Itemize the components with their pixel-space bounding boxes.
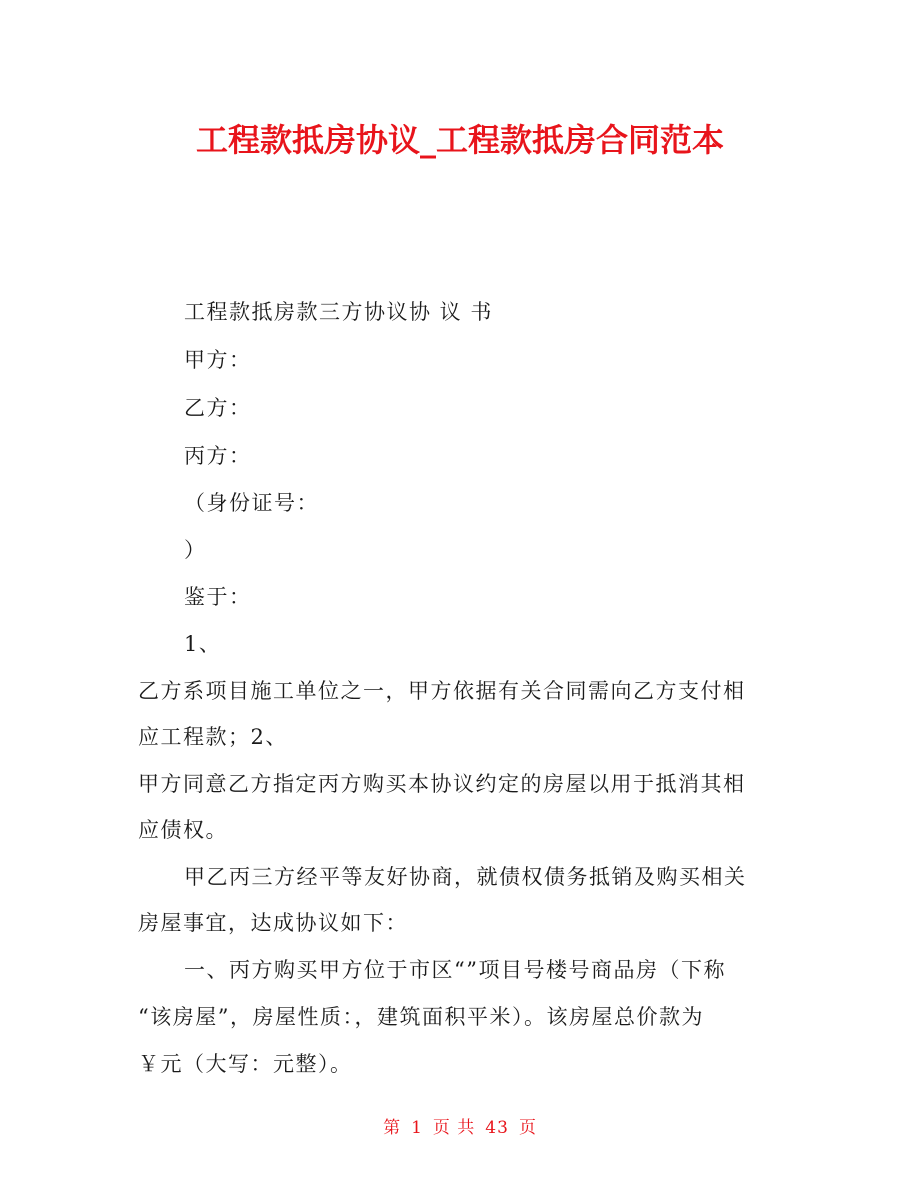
- paragraph-line: 甲方同意乙方指定丙方购买本协议约定的房屋以用于抵消其相: [138, 772, 746, 796]
- paragraph-line: “该房屋”，房屋性质：，建筑面积平米）。该房屋总价款为: [138, 1005, 704, 1029]
- party-a-label: 甲方：: [184, 348, 252, 372]
- footer-middle: 页 共: [432, 1118, 476, 1138]
- party-b-label: 乙方：: [184, 396, 252, 420]
- agreement-heading: 工程款抵房款三方协议协 议 书: [184, 300, 493, 324]
- paragraph-line: 应债权。: [138, 818, 228, 842]
- whereas-label: 鉴于：: [184, 585, 252, 609]
- party-c-label: 丙方：: [184, 444, 252, 468]
- paragraph-line: 房屋事宜，达成协议如下：: [138, 911, 408, 935]
- id-number-close: ）: [184, 538, 207, 562]
- paragraph-line: 乙方系项目施工单位之一，甲方依据有关合同需向乙方支付相: [138, 679, 746, 703]
- current-page-number: 1: [411, 1118, 423, 1138]
- paragraph-line: ￥元（大写：元整）。: [138, 1052, 353, 1076]
- id-number-label: （身份证号：: [184, 491, 319, 515]
- footer-suffix: 页: [518, 1118, 537, 1138]
- page-footer: [0, 1113, 920, 1138]
- page-title: 工程款抵房协议_工程款抵房合同范本: [195, 121, 724, 159]
- paragraph-line: 甲乙丙三方经平等友好协商，就债权债务抵销及购买相关: [184, 865, 747, 889]
- footer-prefix: 第: [383, 1118, 402, 1138]
- paragraph-line: 应工程款；2、: [138, 725, 288, 749]
- total-page-count: 43: [485, 1118, 509, 1138]
- clause-number-1: 1、: [184, 632, 222, 656]
- paragraph-line: 一、丙方购买甲方位于市区“”项目号楼号商品房（下称: [184, 958, 726, 982]
